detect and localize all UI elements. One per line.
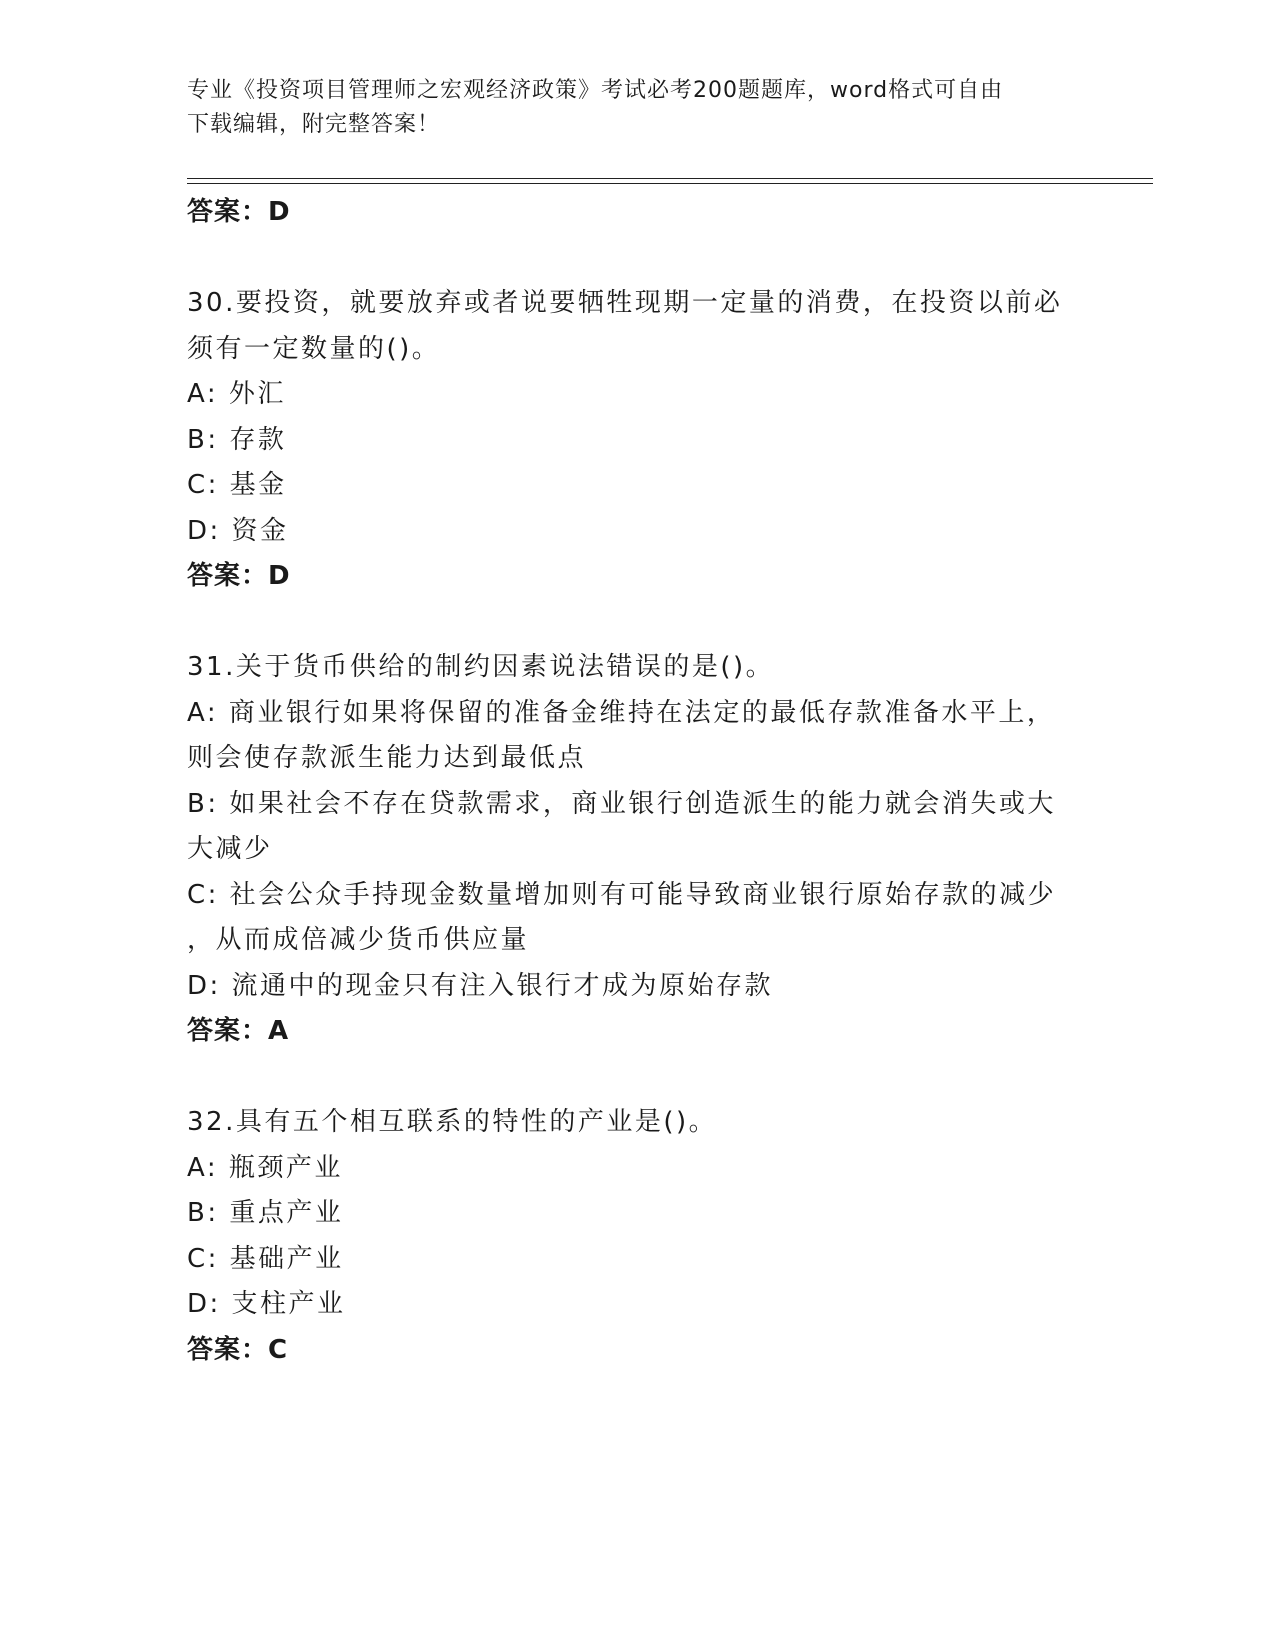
question-stem-line: 32.具有五个相互联系的特性的产业是()。 xyxy=(187,1107,718,1137)
option-d: D: 支柱产业 xyxy=(187,1289,346,1319)
question-31 xyxy=(187,645,1087,1055)
option-c: C: 基金 xyxy=(187,470,287,500)
answer: 答案：A xyxy=(187,1016,290,1046)
question-30 xyxy=(187,281,1087,600)
option-a: A: 外汇 xyxy=(187,379,286,409)
option-c: C: 基础产业 xyxy=(187,1243,344,1274)
header-divider-bottom xyxy=(187,183,1153,184)
option-a: A: 瓶颈产业 xyxy=(187,1152,343,1183)
option-b-continued: 大减少 xyxy=(187,834,273,864)
question-stem-line: 须有一定数量的()。 xyxy=(187,333,441,364)
document-header xyxy=(187,74,1067,142)
option-b: B: 重点产业 xyxy=(187,1198,344,1228)
option-b: B: 如果社会不存在贷款需求，商业银行创造派生的能力就会消失或大 xyxy=(187,788,1056,819)
option-a: A: 商业银行如果将保留的准备金维持在法定的最低存款准备水平上， xyxy=(187,697,1056,728)
question-stem-line: 31.关于货币供给的制约因素说法错误的是()。 xyxy=(187,652,775,682)
option-a-continued: 则会使存款派生能力达到最低点 xyxy=(187,743,587,773)
question-list xyxy=(187,190,1087,1373)
header-divider-top xyxy=(187,178,1153,179)
spacer xyxy=(187,600,1087,646)
option-c-continued: ，从而成倍减少货币供应量 xyxy=(187,925,530,955)
answer: 答案：D xyxy=(187,561,291,591)
option-d: D: 流通中的现金只有注入银行才成为原始存款 xyxy=(187,970,774,1001)
option-c: C: 社会公众手持现金数量增加则有可能导致商业银行原始存款的减少 xyxy=(187,879,1057,910)
option-d: D: 资金 xyxy=(187,515,289,546)
header-line-1: 专业《投资项目管理师之宏观经济政策》考试必考200题题库，word格式可自由 xyxy=(187,78,1004,103)
answer: 答案：C xyxy=(187,1334,289,1365)
previous-answer: 答案：D xyxy=(187,197,291,227)
option-b: B: 存款 xyxy=(187,424,287,455)
spacer xyxy=(187,1055,1087,1101)
spacer xyxy=(187,236,1087,282)
question-32 xyxy=(187,1100,1087,1373)
header-line-2: 下载编辑，附完整答案！ xyxy=(187,112,441,137)
question-stem-line: 30.要投资，就要放弃或者说要牺牲现期一定量的消费，在投资以前必 xyxy=(187,288,1063,318)
